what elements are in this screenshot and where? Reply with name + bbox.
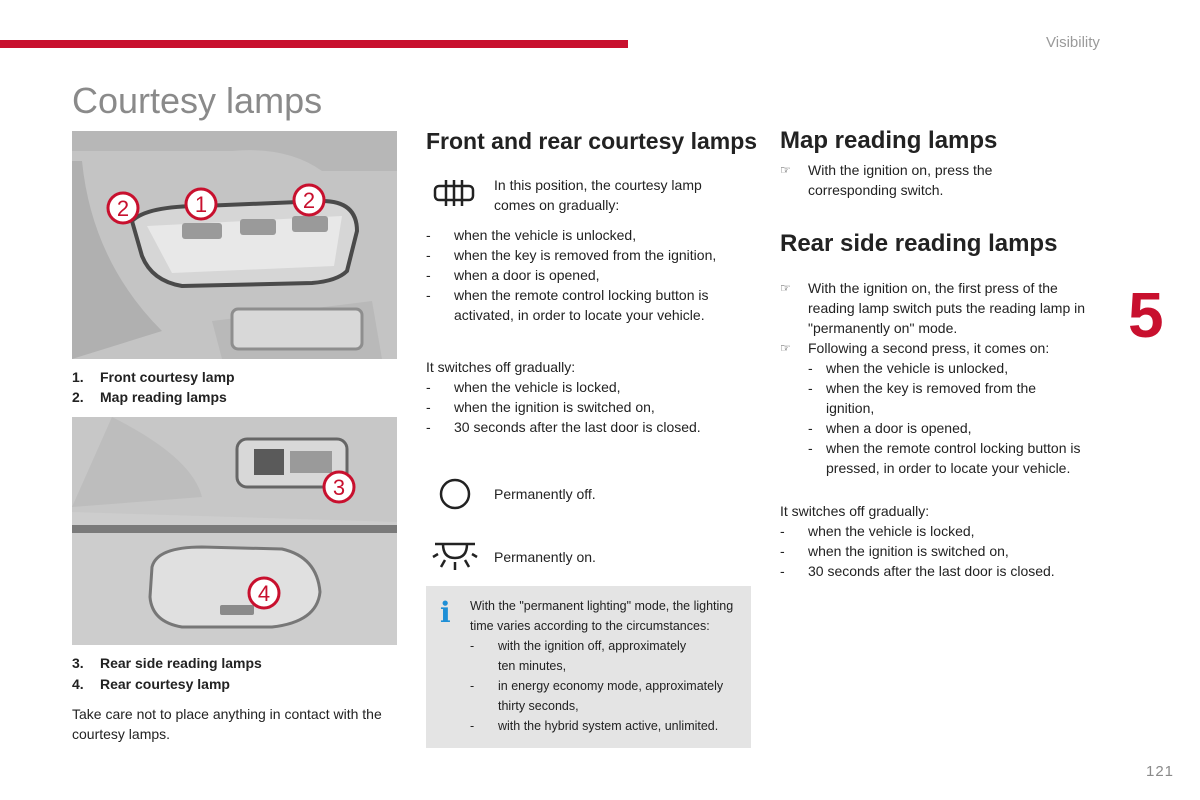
chapter-number: 5: [1128, 279, 1164, 351]
list-item: - when the key is removed from the ignition,: [808, 380, 1037, 416]
list-item: - in energy economy mode, approximately thirty seconds,: [470, 679, 724, 713]
perm-on-text: Permanently on.: [494, 549, 596, 565]
callout-2-left: [106, 191, 140, 230]
caption-2: 2. Map reading lamps: [72, 389, 227, 405]
pointer-icon: ☞: [780, 163, 791, 177]
header-red-bar: [0, 40, 628, 48]
list-item: - with the hybrid system active, unlimited.: [470, 719, 719, 733]
svg-text:3: 3: [332, 475, 346, 500]
caption-3: 3. Rear side reading lamps: [72, 655, 262, 671]
caption-1: 1. Front courtesy lamp: [72, 369, 235, 385]
list-item: - 30 seconds after the last door is closed.: [426, 419, 701, 435]
map-text: ☞ With the ignition on, press the corresponding switch.: [780, 162, 993, 198]
svg-text:2: 2: [116, 196, 130, 221]
front-rear-heading: Front and rear courtesy lamps: [426, 128, 758, 154]
list-item: - when the ignition is switched on,: [780, 543, 1009, 559]
info-text: With the "permanent lighting" mode, the lighting time varies according to the circumstances: - with the ignition off, approximately ten minutes, - in energy economy mode, approximately thirty seconds, - with the hybrid system active, unlimited.: [470, 596, 745, 736]
callout-1: [184, 187, 218, 226]
care-note: Take care not to place anything in contact with the courtesy lamps.: [72, 706, 382, 742]
off-intro: It switches off gradually:: [426, 359, 576, 375]
on-conditions-list: [426, 225, 751, 325]
info-icon: i: [440, 596, 451, 629]
rear-text: ☞ With the ignition on, the first press of the reading lamp switch puts the reading lamp in "permanently on" mode. ☞ Following a second press, it comes on: - when the vehicle is unlocked, - when the key is removed from the ignition, - when a door is opened, - when the remote control locking button is pressed, in order to locate your vehicle.: [780, 278, 1105, 478]
list-item: - when the remote control locking button is activated, in order to locate your vehicle.: [426, 287, 709, 323]
callout-4: [247, 576, 281, 615]
front-lamps-photo: [72, 131, 397, 359]
door-position-text: In this position, the courtesy lamp comes on gradually:: [494, 177, 702, 213]
callout-3: [322, 470, 356, 509]
list-item: - when the remote control locking button is pressed, in order to locate your vehicle.: [808, 440, 1081, 476]
svg-text:4: 4: [257, 581, 271, 606]
list-item: - when a door is opened,: [808, 420, 972, 436]
callout-2-right: [292, 183, 326, 222]
list-item: - when the vehicle is locked,: [780, 523, 975, 539]
perm-off-text: Permanently off.: [494, 486, 596, 502]
caption-4: 4. Rear courtesy lamp: [72, 676, 230, 692]
list-item: - when a door is opened,: [426, 267, 600, 283]
svg-text:1: 1: [194, 192, 208, 217]
pointer-icon: ☞: [780, 341, 791, 355]
rear-heading: Rear side reading lamps: [780, 230, 1058, 257]
off-circle-icon: [438, 477, 472, 516]
list-item: - 30 seconds after the last door is closed.: [780, 563, 1055, 579]
rear-lamps-photo: [72, 417, 397, 645]
lamp-on-icon: [432, 538, 478, 579]
off-intro: It switches off gradually:: [780, 503, 930, 519]
list-item: - when the ignition is switched on,: [426, 399, 655, 415]
off-conditions-list: [426, 357, 751, 437]
list-item: - with the ignition off, approximately ten minutes,: [470, 639, 687, 673]
list-item: - when the vehicle is unlocked,: [426, 227, 637, 243]
svg-text:2: 2: [302, 188, 316, 213]
list-item: - when the vehicle is unlocked,: [808, 360, 1009, 376]
rear-off-list: [780, 501, 1105, 581]
pointer-icon: ☞: [780, 281, 791, 295]
page-number: 121: [1146, 763, 1175, 780]
list-item: - when the vehicle is locked,: [426, 379, 621, 395]
page-title: Courtesy lamps: [72, 80, 323, 121]
list-item: - when the key is removed from the ignition,: [426, 247, 717, 263]
info-box: [426, 586, 751, 748]
section-name: Visibility: [1046, 34, 1100, 51]
map-heading: Map reading lamps: [780, 127, 998, 154]
door-position-icon: [432, 176, 476, 217]
